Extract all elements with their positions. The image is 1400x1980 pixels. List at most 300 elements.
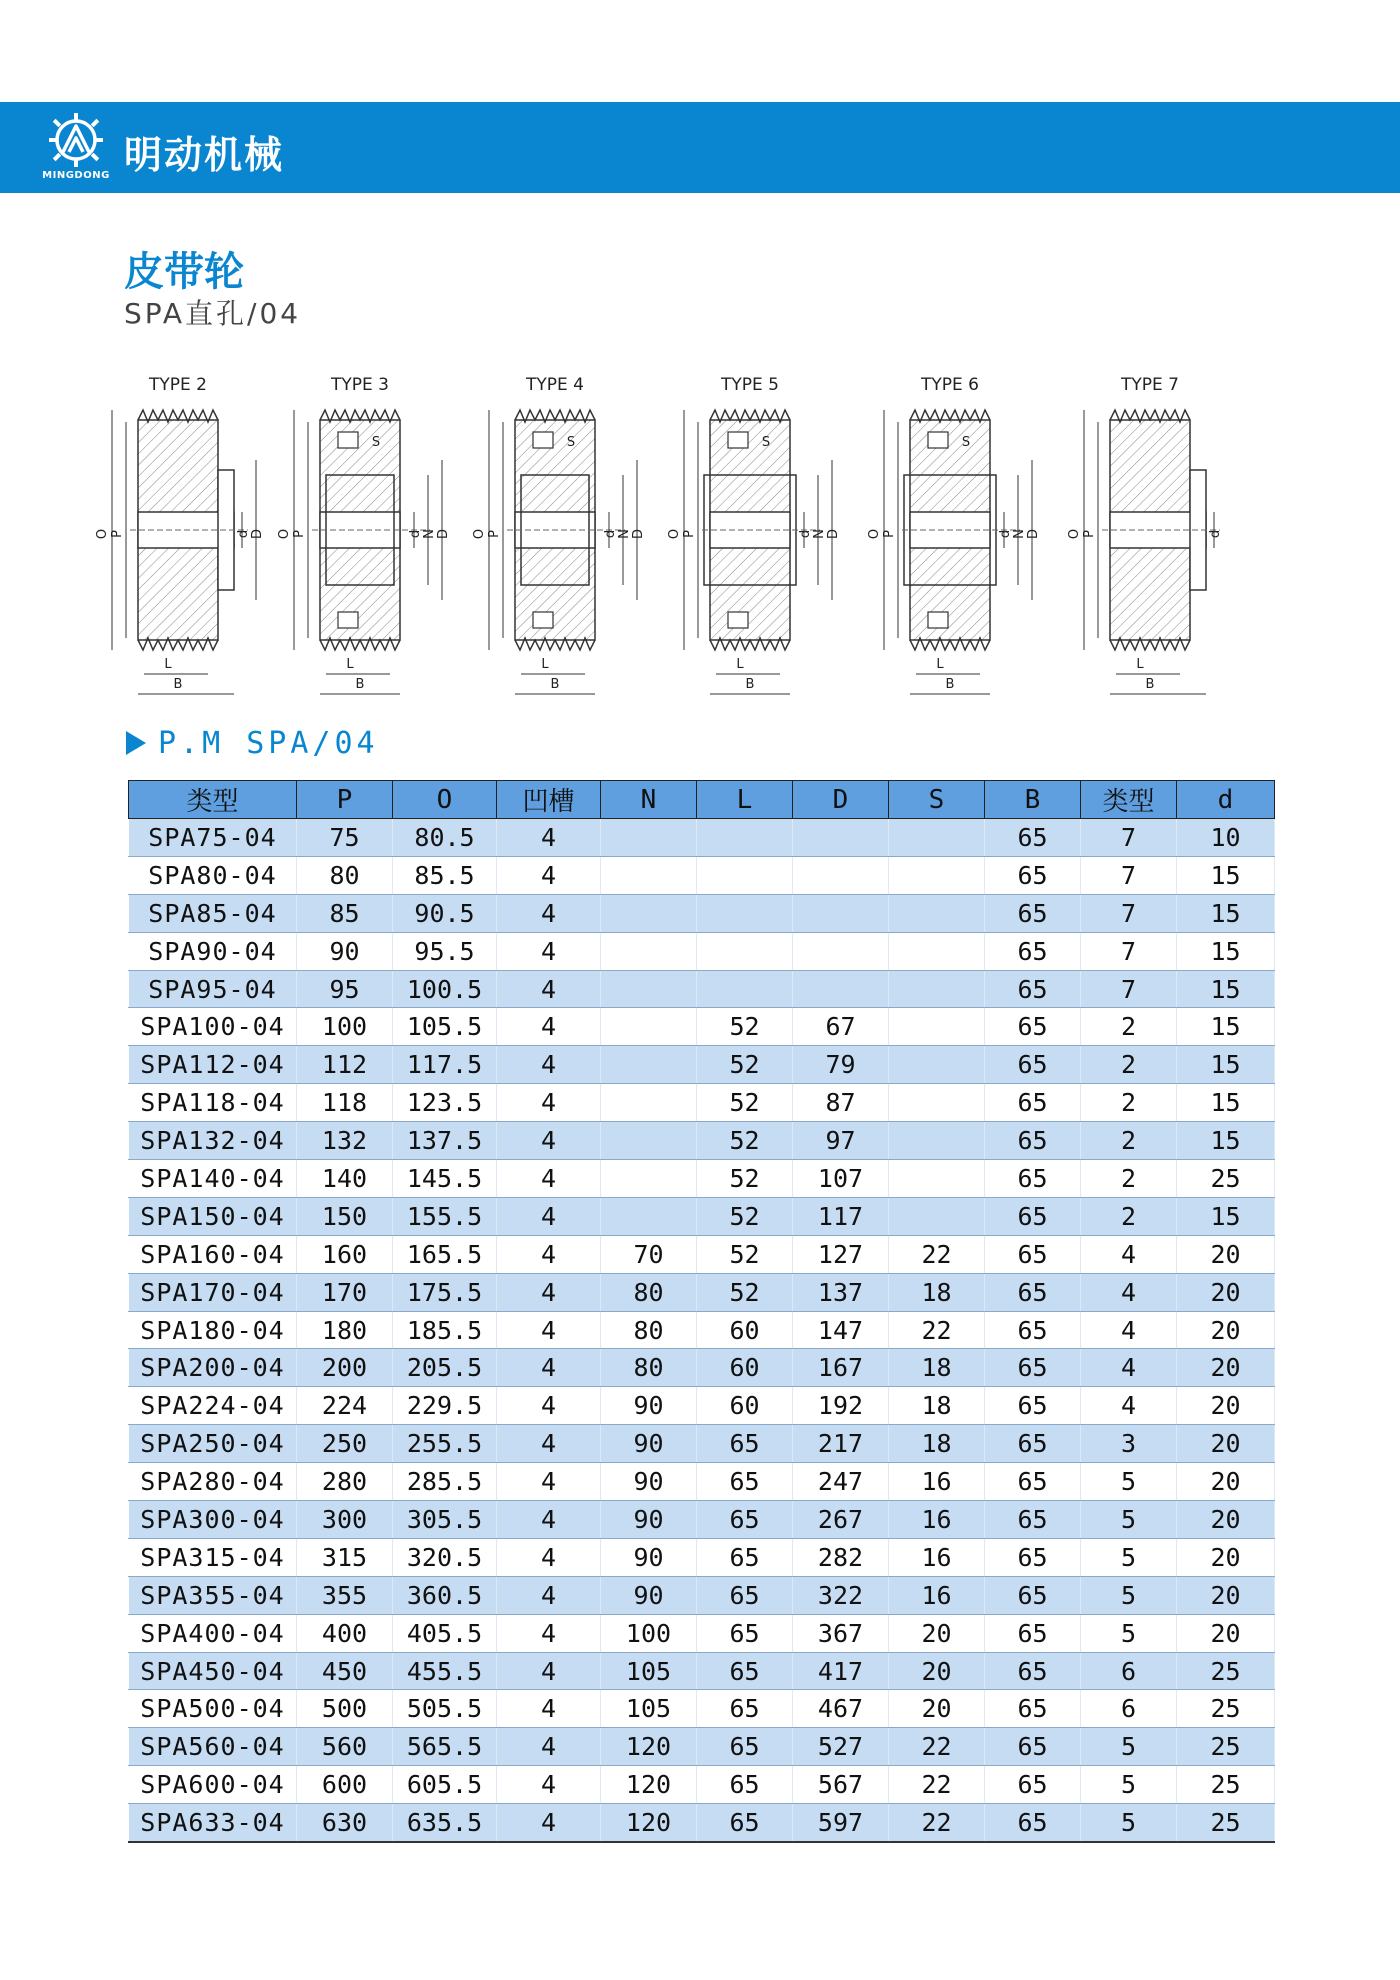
dimension-label-p: P xyxy=(110,530,125,538)
table-cell xyxy=(697,970,793,1008)
table-row xyxy=(129,1349,1275,1387)
dimension-label-n: N xyxy=(812,529,827,539)
table-cell: 22 xyxy=(889,1728,985,1766)
table-cell: 90 xyxy=(601,1425,697,1463)
table-cell: 6 xyxy=(1081,1652,1177,1690)
table-cell: 4 xyxy=(497,1160,601,1198)
table-cell: 65 xyxy=(985,1463,1081,1501)
table-cell: 205.5 xyxy=(393,1349,497,1387)
table-cell: 65 xyxy=(697,1614,793,1652)
table-cell: 165.5 xyxy=(393,1235,497,1273)
table-cell: 4 xyxy=(497,1349,601,1387)
table-cell: 120 xyxy=(601,1766,697,1804)
table-cell xyxy=(697,856,793,894)
table-cell: 117.5 xyxy=(393,1046,497,1084)
dimension-label-d: d xyxy=(408,529,423,539)
dimension-label-d: D xyxy=(436,528,451,540)
table-cell: 4 xyxy=(497,1235,601,1273)
table-cell: 118 xyxy=(297,1084,393,1122)
table-cell: 60 xyxy=(697,1387,793,1425)
table-cell: 25 xyxy=(1177,1690,1275,1728)
table-cell: 65 xyxy=(985,932,1081,970)
column-header: 类型 xyxy=(129,781,297,819)
table-cell: 155.5 xyxy=(393,1197,497,1235)
table-cell xyxy=(601,1197,697,1235)
table-cell xyxy=(601,1084,697,1122)
table-cell: 15 xyxy=(1177,856,1275,894)
table-cell: 100 xyxy=(601,1614,697,1652)
table-cell: SPA315-04 xyxy=(129,1538,297,1576)
table-cell: 65 xyxy=(985,1046,1081,1084)
table-cell xyxy=(889,1197,985,1235)
table-cell: 630 xyxy=(297,1804,393,1842)
dimension-label-d: d xyxy=(798,529,813,539)
table-cell: 65 xyxy=(985,1197,1081,1235)
table-cell: 200 xyxy=(297,1349,393,1387)
table-cell: 65 xyxy=(985,1084,1081,1122)
table-row xyxy=(129,1387,1275,1425)
table-cell: 18 xyxy=(889,1349,985,1387)
table-cell xyxy=(889,1046,985,1084)
table-row xyxy=(129,1766,1275,1804)
table-cell: 20 xyxy=(889,1652,985,1690)
table-cell: 3 xyxy=(1081,1425,1177,1463)
table-cell xyxy=(889,932,985,970)
section-heading-text: P.M SPA/04 xyxy=(158,726,379,761)
dimension-label-d: D xyxy=(1026,528,1041,540)
table-cell: SPA400-04 xyxy=(129,1614,297,1652)
diagram-type-label: TYPE 7 xyxy=(1121,375,1179,395)
table-cell: 85.5 xyxy=(393,856,497,894)
table-cell: 65 xyxy=(985,1652,1081,1690)
table-row xyxy=(129,1690,1275,1728)
dimension-label-p: P xyxy=(292,530,307,538)
table-cell: 4 xyxy=(1081,1311,1177,1349)
table-cell: 5 xyxy=(1081,1804,1177,1842)
table-cell: 229.5 xyxy=(393,1387,497,1425)
table-cell: 145.5 xyxy=(393,1160,497,1198)
table-cell: 65 xyxy=(697,1538,793,1576)
table-cell: 140 xyxy=(297,1160,393,1198)
table-cell: 400 xyxy=(297,1614,393,1652)
table-row xyxy=(129,1084,1275,1122)
table-cell: 4 xyxy=(497,1728,601,1766)
table-cell: 170 xyxy=(297,1273,393,1311)
table-cell: 4 xyxy=(497,1273,601,1311)
table-cell xyxy=(601,894,697,932)
table-cell: 285.5 xyxy=(393,1463,497,1501)
table-cell: 5 xyxy=(1081,1614,1177,1652)
table-cell: 4 xyxy=(1081,1387,1177,1425)
table-cell: 65 xyxy=(697,1463,793,1501)
table-cell: 4 xyxy=(497,856,601,894)
dimension-label-l: L xyxy=(346,657,354,672)
table-cell: 320.5 xyxy=(393,1538,497,1576)
table-cell: 4 xyxy=(497,1652,601,1690)
table-cell: 560 xyxy=(297,1728,393,1766)
table-cell xyxy=(601,819,697,857)
table-cell: 160 xyxy=(297,1235,393,1273)
dimension-label-d: D xyxy=(250,528,265,540)
table-cell xyxy=(889,970,985,1008)
table-cell: 360.5 xyxy=(393,1576,497,1614)
table-cell: 7 xyxy=(1081,932,1177,970)
table-cell: 7 xyxy=(1081,856,1177,894)
table-cell: 22 xyxy=(889,1311,985,1349)
table-row xyxy=(129,1046,1275,1084)
table-cell: 52 xyxy=(697,1273,793,1311)
table-cell: 180 xyxy=(297,1311,393,1349)
table-cell: 20 xyxy=(1177,1501,1275,1539)
table-row xyxy=(129,1235,1275,1273)
table-cell: SPA280-04 xyxy=(129,1463,297,1501)
table-cell: 52 xyxy=(697,1235,793,1273)
pulley-diagram xyxy=(277,375,451,694)
table-cell: 4 xyxy=(497,1387,601,1425)
table-cell: 247 xyxy=(793,1463,889,1501)
table-cell: 65 xyxy=(697,1652,793,1690)
table-cell: 65 xyxy=(697,1425,793,1463)
pulley-diagram xyxy=(867,375,1041,694)
table-row xyxy=(129,1160,1275,1198)
table-cell: 65 xyxy=(985,894,1081,932)
table-cell: 65 xyxy=(985,1122,1081,1160)
diagram-type-label: TYPE 3 xyxy=(331,375,389,395)
table-cell: 65 xyxy=(985,1766,1081,1804)
table-cell: 322 xyxy=(793,1576,889,1614)
diagram-type-label: TYPE 2 xyxy=(149,375,207,395)
table-cell: 4 xyxy=(497,894,601,932)
dimension-label-s: S xyxy=(961,435,971,450)
table-cell: 4 xyxy=(497,1538,601,1576)
table-cell: 4 xyxy=(497,1046,601,1084)
table-cell: 4 xyxy=(497,932,601,970)
table-cell: 65 xyxy=(985,1349,1081,1387)
table-cell: SPA160-04 xyxy=(129,1235,297,1273)
table-cell xyxy=(889,1160,985,1198)
table-cell: 2 xyxy=(1081,1084,1177,1122)
table-cell xyxy=(601,932,697,970)
table-cell: 20 xyxy=(1177,1387,1275,1425)
dimension-label-l: L xyxy=(1136,657,1144,672)
diagram-type-label: TYPE 5 xyxy=(721,375,779,395)
table-row xyxy=(129,1273,1275,1311)
dimension-label-d: d xyxy=(1208,529,1223,539)
table-cell: SPA80-04 xyxy=(129,856,297,894)
table-cell: 455.5 xyxy=(393,1652,497,1690)
dimension-label-l: L xyxy=(541,657,549,672)
table-cell: SPA500-04 xyxy=(129,1690,297,1728)
table-cell: 90 xyxy=(601,1501,697,1539)
table-cell: SPA170-04 xyxy=(129,1273,297,1311)
dimension-label-o: O xyxy=(277,528,292,540)
brand-name: 明动机械 xyxy=(124,133,285,177)
table-cell: 65 xyxy=(985,1501,1081,1539)
table-cell: 605.5 xyxy=(393,1766,497,1804)
dimension-label-l: L xyxy=(936,657,944,672)
table-cell: 4 xyxy=(497,1463,601,1501)
table-cell: 105.5 xyxy=(393,1008,497,1046)
dimension-label-o: O xyxy=(667,528,682,540)
table-cell: 79 xyxy=(793,1046,889,1084)
table-cell: 65 xyxy=(985,1804,1081,1842)
table-cell: 97 xyxy=(793,1122,889,1160)
table-cell: 7 xyxy=(1081,970,1177,1008)
table-cell: 4 xyxy=(497,970,601,1008)
table-cell: 65 xyxy=(985,1538,1081,1576)
table-cell: 15 xyxy=(1177,894,1275,932)
table-cell: 65 xyxy=(985,1008,1081,1046)
table-cell: 95.5 xyxy=(393,932,497,970)
table-cell: 305.5 xyxy=(393,1501,497,1539)
table-row xyxy=(129,1652,1275,1690)
table-row xyxy=(129,1122,1275,1160)
table-row xyxy=(129,856,1275,894)
table-cell: 4 xyxy=(497,1614,601,1652)
table-cell: 65 xyxy=(985,819,1081,857)
table-cell: SPA355-04 xyxy=(129,1576,297,1614)
dimension-label-p: P xyxy=(882,530,897,538)
table-cell: 137.5 xyxy=(393,1122,497,1160)
dimension-label-s: S xyxy=(566,435,576,450)
table-cell: SPA450-04 xyxy=(129,1652,297,1690)
table-cell: 4 xyxy=(497,1804,601,1842)
table-cell: 4 xyxy=(1081,1235,1177,1273)
table-cell: 120 xyxy=(601,1728,697,1766)
table-cell: 52 xyxy=(697,1008,793,1046)
table-cell: 25 xyxy=(1177,1728,1275,1766)
table-cell: 107 xyxy=(793,1160,889,1198)
table-cell: 20 xyxy=(1177,1235,1275,1273)
table-cell: 65 xyxy=(985,1576,1081,1614)
table-cell: 65 xyxy=(985,1273,1081,1311)
table-cell: 65 xyxy=(697,1501,793,1539)
dimension-label-b: B xyxy=(173,677,183,692)
pulley-diagram xyxy=(1067,375,1223,694)
table-cell xyxy=(601,1160,697,1198)
table-cell: SPA300-04 xyxy=(129,1501,297,1539)
table-cell: 2 xyxy=(1081,1008,1177,1046)
table-cell: 5 xyxy=(1081,1501,1177,1539)
table-cell: 65 xyxy=(697,1576,793,1614)
table-cell: 4 xyxy=(497,1008,601,1046)
table-cell: 80 xyxy=(601,1311,697,1349)
table-row xyxy=(129,1538,1275,1576)
column-header: D xyxy=(793,781,889,819)
table-cell: 4 xyxy=(497,1197,601,1235)
table-cell: 16 xyxy=(889,1538,985,1576)
table-cell: 120 xyxy=(601,1804,697,1842)
table-cell: 80.5 xyxy=(393,819,497,857)
table-cell: SPA132-04 xyxy=(129,1122,297,1160)
table-cell: 4 xyxy=(497,1084,601,1122)
table-row xyxy=(129,1008,1275,1046)
table-cell: 60 xyxy=(697,1311,793,1349)
table-cell: SPA224-04 xyxy=(129,1387,297,1425)
table-row xyxy=(129,1425,1275,1463)
table-cell: 4 xyxy=(497,1122,601,1160)
table-cell: 65 xyxy=(985,1728,1081,1766)
table-cell: SPA75-04 xyxy=(129,819,297,857)
dimension-label-d: D xyxy=(826,528,841,540)
page-subtitle: SPA直孔/04 xyxy=(124,297,302,330)
table-cell: 20 xyxy=(1177,1614,1275,1652)
table-cell: 80 xyxy=(297,856,393,894)
table-cell: 355 xyxy=(297,1576,393,1614)
column-header: d xyxy=(1177,781,1275,819)
table-cell: 4 xyxy=(497,819,601,857)
spec-table xyxy=(128,780,1275,1843)
table-cell: SPA100-04 xyxy=(129,1008,297,1046)
dimension-label-p: P xyxy=(1082,530,1097,538)
table-cell: SPA560-04 xyxy=(129,1728,297,1766)
dimension-label-l: L xyxy=(736,657,744,672)
table-cell: 282 xyxy=(793,1538,889,1576)
table-cell: 5 xyxy=(1081,1538,1177,1576)
pulley-type-diagrams xyxy=(95,370,1300,692)
table-cell: 20 xyxy=(1177,1463,1275,1501)
table-cell: 25 xyxy=(1177,1766,1275,1804)
table-cell: 87 xyxy=(793,1084,889,1122)
table-cell: SPA140-04 xyxy=(129,1160,297,1198)
table-cell xyxy=(601,970,697,1008)
table-cell: 5 xyxy=(1081,1766,1177,1804)
table-cell: 127 xyxy=(793,1235,889,1273)
table-cell: 20 xyxy=(1177,1349,1275,1387)
table-cell: 20 xyxy=(1177,1425,1275,1463)
dimension-label-o: O xyxy=(472,528,487,540)
table-cell: 65 xyxy=(985,1311,1081,1349)
table-cell: 65 xyxy=(985,970,1081,1008)
table-cell xyxy=(889,1084,985,1122)
table-cell: 90 xyxy=(601,1463,697,1501)
table-cell: 65 xyxy=(985,1690,1081,1728)
table-cell: 80 xyxy=(601,1349,697,1387)
table-cell: 175.5 xyxy=(393,1273,497,1311)
table-cell: SPA600-04 xyxy=(129,1766,297,1804)
table-cell: 5 xyxy=(1081,1576,1177,1614)
table-cell: 4 xyxy=(1081,1349,1177,1387)
table-cell: 65 xyxy=(985,1387,1081,1425)
table-row xyxy=(129,1804,1275,1842)
dimension-label-o: O xyxy=(867,528,882,540)
dimension-label-s: S xyxy=(761,435,771,450)
table-cell: SPA95-04 xyxy=(129,970,297,1008)
table-cell: 4 xyxy=(497,1690,601,1728)
column-header: B xyxy=(985,781,1081,819)
table-cell: 22 xyxy=(889,1804,985,1842)
table-cell: 16 xyxy=(889,1463,985,1501)
dimension-label-o: O xyxy=(95,528,110,540)
table-cell: 4 xyxy=(497,1425,601,1463)
table-cell xyxy=(889,819,985,857)
table-cell: 90.5 xyxy=(393,894,497,932)
table-cell: 5 xyxy=(1081,1728,1177,1766)
table-cell: 417 xyxy=(793,1652,889,1690)
table-cell xyxy=(601,1008,697,1046)
table-cell: 16 xyxy=(889,1576,985,1614)
table-cell: 500 xyxy=(297,1690,393,1728)
column-header: 凹槽 xyxy=(497,781,601,819)
dimension-label-o: O xyxy=(1067,528,1082,540)
column-header: P xyxy=(297,781,393,819)
table-cell: 117 xyxy=(793,1197,889,1235)
table-cell: 85 xyxy=(297,894,393,932)
dimension-label-d: d xyxy=(998,529,1013,539)
table-cell: 65 xyxy=(697,1804,793,1842)
table-cell: 65 xyxy=(985,1614,1081,1652)
dimension-label-b: B xyxy=(550,677,560,692)
table-row xyxy=(129,1728,1275,1766)
section-heading xyxy=(126,726,379,761)
table-cell: SPA250-04 xyxy=(129,1425,297,1463)
table-cell: 70 xyxy=(601,1235,697,1273)
column-header: N xyxy=(601,781,697,819)
table-cell: 6 xyxy=(1081,1690,1177,1728)
table-cell: 567 xyxy=(793,1766,889,1804)
table-cell: 65 xyxy=(985,1235,1081,1273)
table-cell: 4 xyxy=(497,1576,601,1614)
table-cell: 65 xyxy=(697,1728,793,1766)
table-row xyxy=(129,932,1275,970)
table-cell: 217 xyxy=(793,1425,889,1463)
table-cell: 105 xyxy=(601,1652,697,1690)
table-cell: 65 xyxy=(697,1690,793,1728)
dimension-label-n: N xyxy=(1012,529,1027,539)
table-cell: 65 xyxy=(985,1425,1081,1463)
column-header: L xyxy=(697,781,793,819)
table-cell xyxy=(793,970,889,1008)
table-cell: 167 xyxy=(793,1349,889,1387)
table-cell: 90 xyxy=(297,932,393,970)
table-cell: 4 xyxy=(497,1501,601,1539)
table-cell: 18 xyxy=(889,1425,985,1463)
triangle-bullet-icon xyxy=(126,731,146,755)
table-cell: 2 xyxy=(1081,1122,1177,1160)
table-cell: 15 xyxy=(1177,1197,1275,1235)
diagram-type-label: TYPE 4 xyxy=(526,375,584,395)
pulley-diagram xyxy=(667,375,841,694)
dimension-label-b: B xyxy=(945,677,955,692)
table-cell: SPA633-04 xyxy=(129,1804,297,1842)
table-row xyxy=(129,1311,1275,1349)
table-row xyxy=(129,970,1275,1008)
table-row xyxy=(129,1463,1275,1501)
table-cell xyxy=(793,932,889,970)
table-cell xyxy=(889,1008,985,1046)
table-cell xyxy=(889,894,985,932)
table-cell: 100.5 xyxy=(393,970,497,1008)
table-cell: 25 xyxy=(1177,1804,1275,1842)
table-cell xyxy=(793,856,889,894)
table-cell: SPA200-04 xyxy=(129,1349,297,1387)
table-cell xyxy=(793,894,889,932)
table-cell: 2 xyxy=(1081,1046,1177,1084)
table-cell: SPA150-04 xyxy=(129,1197,297,1235)
table-cell: 15 xyxy=(1177,1084,1275,1122)
table-cell: 15 xyxy=(1177,1046,1275,1084)
table-cell: 192 xyxy=(793,1387,889,1425)
pulley-diagram xyxy=(472,375,646,694)
table-row xyxy=(129,894,1275,932)
table-cell: 267 xyxy=(793,1501,889,1539)
dimension-label-p: P xyxy=(682,530,697,538)
table-cell: 4 xyxy=(1081,1273,1177,1311)
table-row xyxy=(129,1501,1275,1539)
table-cell: 22 xyxy=(889,1766,985,1804)
table-cell: 405.5 xyxy=(393,1614,497,1652)
page-title: 皮带轮 xyxy=(124,249,244,295)
